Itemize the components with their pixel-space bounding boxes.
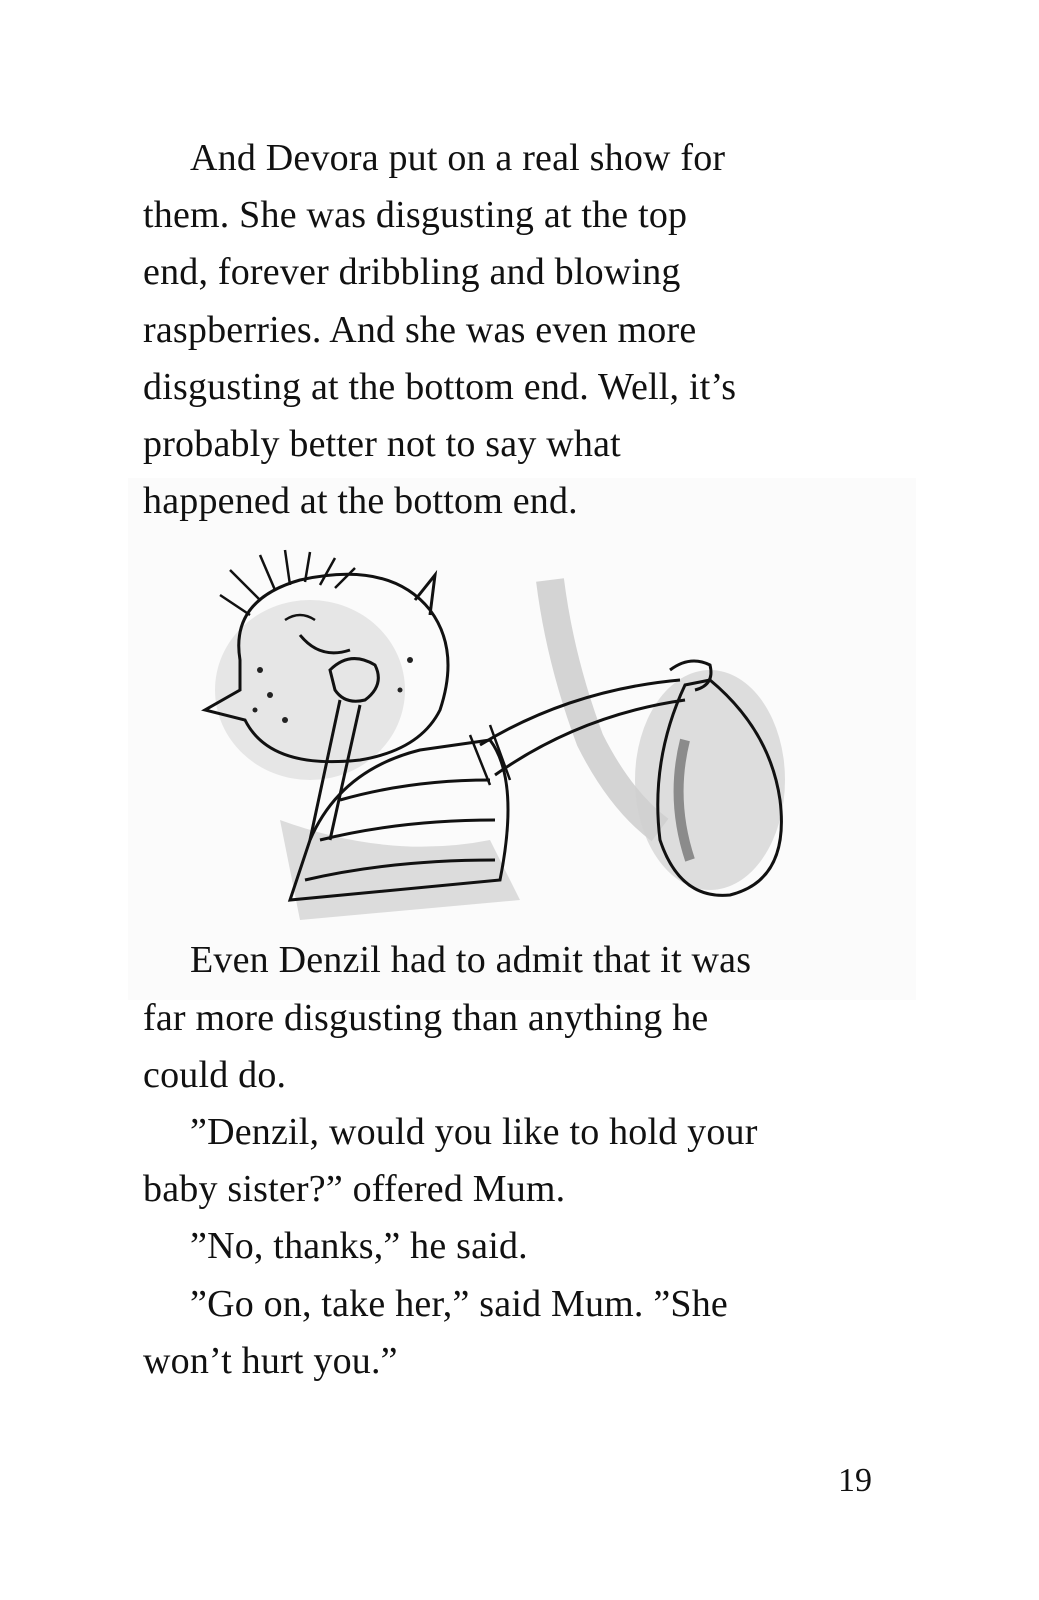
text-line: raspberries. And she was even more	[143, 309, 697, 351]
text-line: And Devora put on a real show for	[190, 137, 726, 179]
text-line: ”Go on, take her,” said Mum. ”She	[190, 1283, 728, 1325]
text-line: end, forever dribbling and blowing	[143, 251, 681, 293]
boy-holding-bag-illustration	[190, 540, 830, 930]
text-line: baby sister?” offered Mum.	[143, 1168, 566, 1210]
text-line: Even Denzil had to admit that it was	[190, 939, 752, 981]
text-line: far more disgusting than anything he	[143, 997, 709, 1039]
text-line: probably better not to say what	[143, 423, 621, 465]
text-line: ”No, thanks,” he said.	[190, 1225, 528, 1267]
page-number: 19	[838, 1462, 872, 1499]
text-line: ”Denzil, would you like to hold your	[190, 1111, 758, 1153]
text-line: won’t hurt you.”	[143, 1340, 398, 1382]
text-line: them. She was disgusting at the top	[143, 194, 688, 236]
text-line: disgusting at the bottom end. Well, it’s	[143, 366, 737, 408]
text-line: happened at the bottom end.	[143, 480, 578, 522]
text-line: could do.	[143, 1054, 287, 1096]
